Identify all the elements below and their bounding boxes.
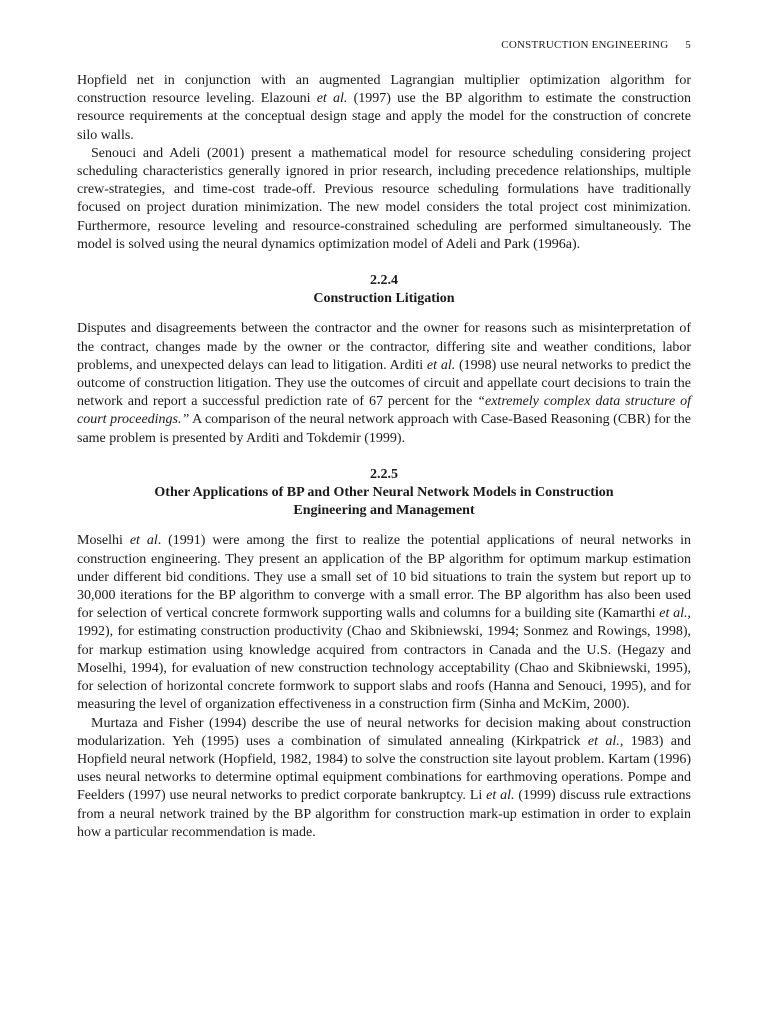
section-title-line: Engineering and Management (293, 503, 475, 519)
italic-text: et al. (659, 606, 688, 622)
page-number: 5 (685, 39, 691, 51)
section-heading (77, 466, 691, 521)
section-number: 2.2.4 (370, 273, 398, 289)
paragraph: Moselhi et al. (1991) were among the first to realize the potential applications of neural networks in construction engineering. They present an application of the BP algorithm for optimum markup estimation under different bid conditions. They use a small set of 10 bid situations to train the system but report up to 30,000 iterations for the BP algorithm to converge with a small error. The BP algorithm has also been used for selection of vertical concrete formwork supporting walls and columns for a building site (Kamarthi et al., 1992), for estimating construction productivity (Chao and Skibniewski, 1994; Sonmez and Rowings, 1998), for markup estimation using knowledge acquired from contractors in Canada and the U.S. (Hegazy and Moselhi, 1994), for evaluation of new construction technology acceptability (Chao and Skibniewski, 1995), for selection of horizontal concrete formwork to support slabs and roofs (Hanna and Senouci, 1995), and for measuring the level of organization effectiveness in a construction firm (Sinha and McKim, 2000). (77, 533, 691, 713)
paragraph: Disputes and disagreements between the contractor and the owner for reasons such as misinterpretation of the contract, changes made by the owner or the contractor, differing site and weather conditions, labor problems, and unexpected delays can lead to litigation. Arditi et al. (1998) use neural networks to predict the outcome of construction litigation. They use the outcomes of circuit and appellate court decisions to train the network and report a successful prediction rate of 67 percent for the “extremely complex data structure of court proceedings.” A comparison of the neural network approach with Case-Based Reasoning (CBR) for the same problem is presented by Arditi and Tokdemir (1999). (77, 321, 692, 446)
running-header (77, 36, 691, 54)
section-title: Construction Litigation (313, 291, 455, 307)
section-heading (77, 272, 691, 308)
section-number: 2.2.5 (370, 466, 398, 482)
italic-text: et al (129, 533, 158, 549)
italic-text: et al. (587, 733, 620, 749)
italic-text: “extremely complex data structure of court proceedings.” (77, 394, 691, 428)
document-page (77, 36, 691, 842)
section-title-line: Other Applications of BP and Other Neural Network Models in Construction (154, 485, 614, 501)
paragraph: Murtaza and Fisher (1994) describe the use of neural networks for decision making about construction modularization. Yeh (1995) uses a combination of simulated annealing (Kirkpatrick et al., 1983) and Hopfield neural network (Hopfield, 1982, 1984) to solve the construction site layout problem. Kartam (1996) uses neural networks to determine optimal equipment combinations for earthmoving operations. Pompe and Feelders (1997) use neural networks to predict corporate bankruptcy. Li et al. (1999) discuss rule extractions from a neural network trained by the BP algorithm for construction mark-up estimation in order to explain how a particular recommendation is made. (77, 715, 691, 840)
italic-text: et al. (486, 788, 515, 804)
italic-text: et al. (426, 357, 456, 373)
italic-text: et al. (316, 91, 348, 107)
paragraph: Senouci and Adeli (2001) present a mathematical model for resource scheduling considering project scheduling characteristics generally ignored in prior research, including precedence relationships, multiple crew-strategies, and time-cost trade-off. Previous resource scheduling formulations have traditionally focused on project duration minimization. The new model considers the total project cost minimization. Furthermore, resource leveling and resource-constrained scheduling are performed simultaneously. The model is solved using the neural dynamics optimization model of Adeli and Park (1996a). (77, 145, 691, 252)
paragraph: Hopfield net in conjunction with an augmented Lagrangian multiplier optimization algorithm for construction resource leveling. Elazouni et al. (1997) use the BP algorithm to estimate the construction resource requirements at the conceptual design stage and apply the model for the construction of concrete silo walls. (77, 73, 691, 143)
running-title: CONSTRUCTION ENGINEERING (501, 39, 669, 51)
